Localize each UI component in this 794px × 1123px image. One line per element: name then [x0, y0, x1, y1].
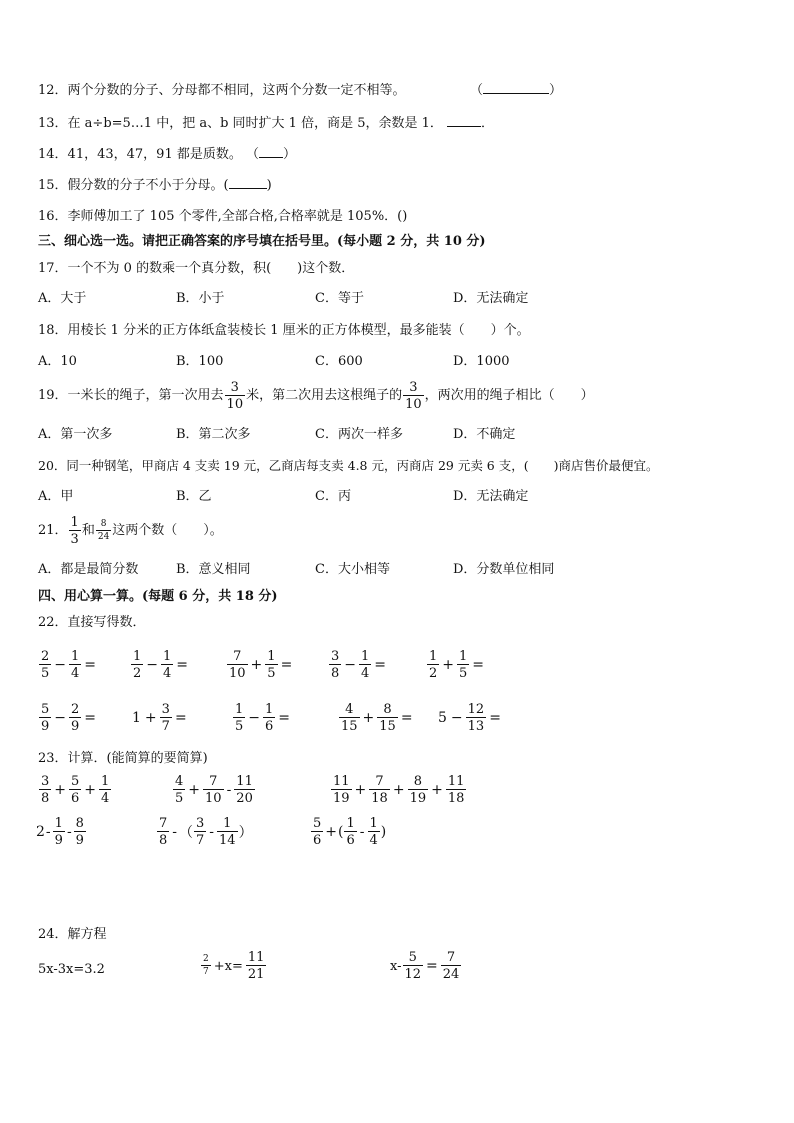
- section-3-heading: 三、细心选一选。请把正确答案的序号填在括号里。(每小题 2 分，共 10 分): [38, 234, 486, 249]
- equation-24-3: x- $\frac{5}{12}$ = $\frac{7}{24}$: [390, 950, 460, 982]
- expr-22-2: $\frac{1}{2}$ − $\frac{1}{4}$ =: [133, 649, 189, 681]
- answer-blank-14[interactable]: （ ）: [245, 147, 297, 162]
- option-21-b[interactable]: B．意义相同: [176, 562, 251, 577]
- option-20-a[interactable]: A．甲: [38, 489, 74, 504]
- expr-22-5: $\frac{1}{2}$ + $\frac{1}{5}$ =: [429, 649, 485, 681]
- fraction-3-10: $\frac{3}{10}$: [405, 380, 422, 412]
- question-13: 13．在 a÷b=5…1 中，把 a、b 同时扩大 1 倍，商是 5，余数是 1． ．: [38, 116, 495, 131]
- option-17-c[interactable]: C．等于: [315, 291, 364, 306]
- expr-22-6: $\frac{5}{9}$ − $\frac{2}{9}$ =: [41, 702, 97, 734]
- question-21: 21． $\frac{1}{3}$ 和 $\frac{8}{24}$ 这两个数（ ）。: [38, 515, 223, 547]
- equation-24-2: $\frac{2}{7}$ +x= $\frac{11}{21}$: [203, 950, 265, 982]
- expr-22-1: $\frac{2}{5}$ − $\frac{1}{4}$ =: [41, 649, 97, 681]
- expr-22-9: $\frac{4}{15}$ + $\frac{8}{15}$ =: [341, 702, 413, 734]
- option-18-d[interactable]: D．1000: [453, 354, 510, 369]
- question-18: 18．用棱长 1 分米的正方体纸盒装棱长 1 厘米的正方体模型，最多能装（ ）个。: [38, 323, 530, 338]
- question-19: 19．一米长的绳子，第一次用去 $\frac{3}{10}$ 米，第二次用去这根绳子的 $\frac{3}{10}$ ，两次用的绳子相比（ ）: [38, 380, 594, 412]
- expr-23-2: $\frac{4}{5}$ + $\frac{7}{10}$ - $\frac{11}{20}$: [175, 774, 253, 806]
- option-19-d[interactable]: D．不确定: [453, 427, 516, 442]
- question-23: 23．计算．(能简算的要简算): [38, 751, 208, 766]
- question-15: 15．假分数的分子不小于分母。( ): [38, 178, 272, 193]
- expr-22-4: $\frac{3}{8}$ − $\frac{1}{4}$ =: [331, 649, 387, 681]
- option-17-b[interactable]: B．小于: [176, 291, 225, 306]
- expr-22-10: 5 − $\frac{12}{13}$ =: [438, 702, 501, 734]
- option-19-b[interactable]: B．第二次多: [176, 427, 251, 442]
- expr-22-3: $\frac{7}{10}$ + $\frac{1}{5}$ =: [229, 649, 293, 681]
- expr-23-5: $\frac{7}{8}$ - （ $\frac{3}{7}$ - $\frac{1}{14}$ ）: [159, 816, 253, 848]
- question-14: 14．41，43，47，91 都是质数。 （ ）: [38, 147, 297, 162]
- question-24: 24．解方程: [38, 927, 107, 942]
- question-22: 22．直接写得数．: [38, 615, 146, 630]
- question-16: 16．李师傅加工了 105 个零件,全部合格,合格率就是 105%．(): [38, 209, 408, 224]
- expr-23-6: $\frac{5}{6}$ + ( $\frac{1}{6}$ - $\frac{1}{4}$ ): [313, 816, 387, 848]
- question-17: 17．一个不为 0 的数乘一个真分数，积( )这个数．: [38, 261, 355, 276]
- section-4-heading: 四、用心算一算。(每题 6 分，共 18 分): [38, 589, 278, 604]
- equation-24-1: 5x-3x=3.2: [38, 962, 105, 977]
- option-21-c[interactable]: C．大小相等: [315, 562, 390, 577]
- expr-23-3: $\frac{11}{19}$ + $\frac{7}{18}$ + $\frac{8}{19}$ + $\frac{11}{18}$: [333, 774, 465, 806]
- answer-blank-12[interactable]: （ ）: [470, 83, 563, 98]
- option-21-d[interactable]: D．分数单位相同: [453, 562, 555, 577]
- expr-23-4: 2 - $\frac{1}{9}$ - $\frac{8}{9}$: [36, 816, 84, 848]
- option-17-d[interactable]: D．无法确定: [453, 291, 529, 306]
- fraction-3-10: $\frac{3}{10}$: [226, 380, 244, 412]
- option-20-b[interactable]: B．乙: [176, 489, 212, 504]
- option-19-a[interactable]: A．第一次多: [38, 427, 113, 442]
- option-17-a[interactable]: A．大于: [38, 291, 87, 306]
- option-19-c[interactable]: C．两次一样多: [315, 427, 403, 442]
- fraction-8-24: $\frac{8}{24}$: [97, 519, 110, 542]
- question-12: 12．两个分数的分子、分母都不相同，这两个分数一定不相等。: [38, 83, 406, 98]
- answer-blank-15[interactable]: [229, 188, 267, 189]
- fraction-1-3: $\frac{1}{3}$: [70, 515, 79, 547]
- answer-blank-13[interactable]: [447, 126, 481, 127]
- option-18-c[interactable]: C．600: [315, 354, 363, 369]
- question-20: 20．同一种钢笔，甲商店 4 支卖 19 元，乙商店每支卖 4.8 元，丙商店 29 元卖 6 支，( )商店售价最便宜。: [38, 458, 659, 473]
- option-20-c[interactable]: C．丙: [315, 489, 351, 504]
- expr-22-8: $\frac{1}{5}$ − $\frac{1}{6}$ =: [235, 702, 291, 734]
- expr-23-1: $\frac{3}{8}$ + $\frac{5}{6}$ + $\frac{1}{4}$: [41, 774, 110, 806]
- option-20-d[interactable]: D．无法确定: [453, 489, 529, 504]
- expr-22-7: 1 + $\frac{3}{7}$ =: [132, 702, 187, 734]
- option-21-a[interactable]: A．都是最简分数: [38, 562, 139, 577]
- option-18-a[interactable]: A．10: [38, 354, 77, 369]
- option-18-b[interactable]: B．100: [176, 354, 224, 369]
